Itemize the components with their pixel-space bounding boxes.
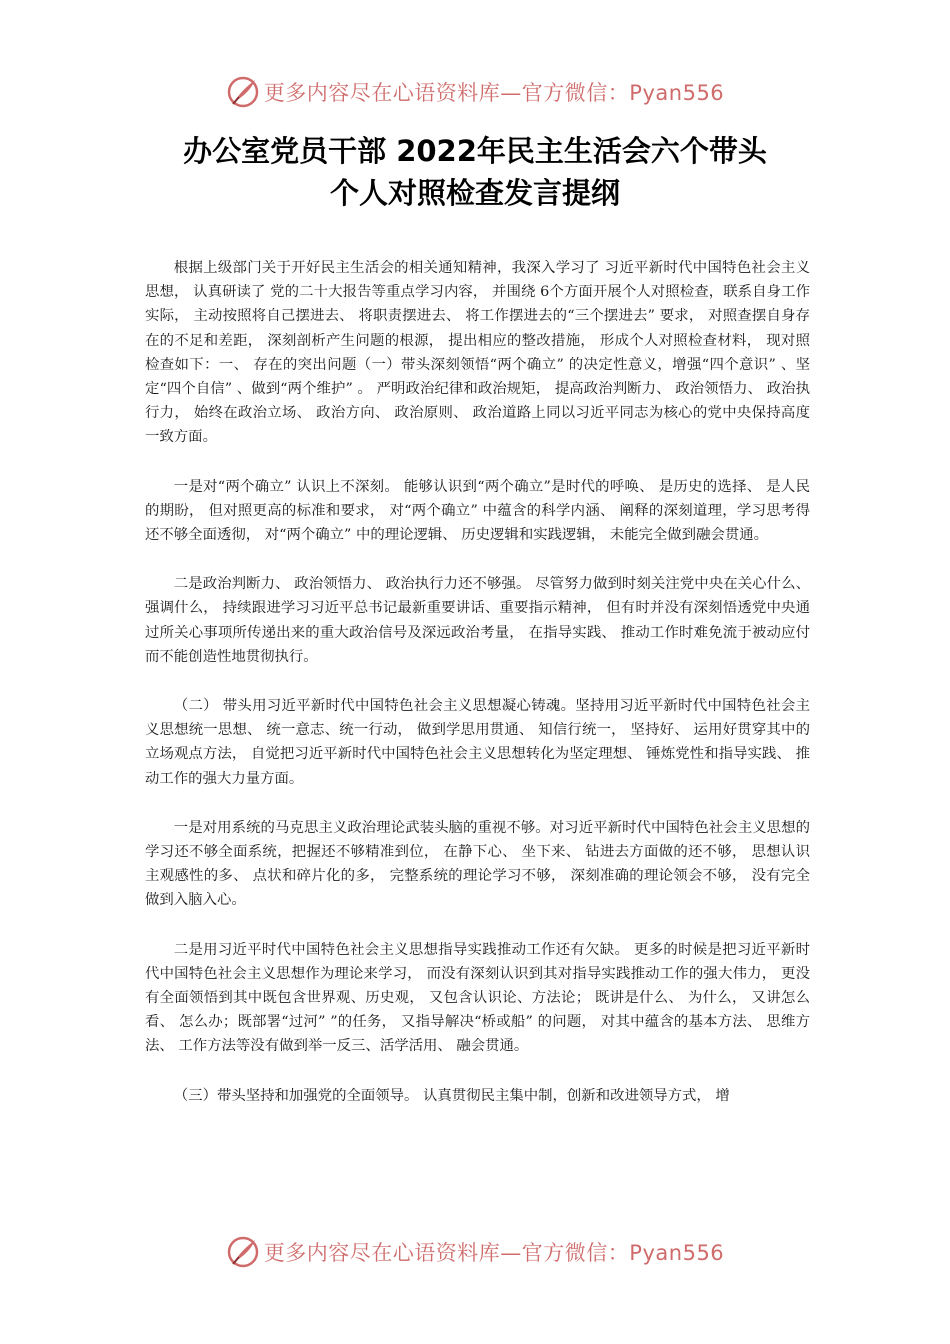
document-title xyxy=(90,130,860,214)
feather-quill-logo-icon xyxy=(226,75,260,109)
watermark-header xyxy=(0,72,950,112)
watermark-text: 更多内容尽在心语资料库—官方微信：Pyan556 xyxy=(263,81,725,105)
paragraph: 二是政治判断力、 政治领悟力、 政治执行力还不够强。 尽管努力做到时刻关注党中央在关心什么、强调什么， 持续跟进学习习近平总书记最新重要讲话、重要指示精神， 但有时并没有深刻悟透党中央通过所关心事项所传递出来的重大政治信号及深远政治考量， 在指导实践、 推动工作时难免流于被动应付而不能创造性地贯彻执行。 xyxy=(145,576,810,665)
watermark-text: 更多内容尽在心语资料库—官方微信：Pyan556 xyxy=(263,1241,725,1265)
paragraph: 一是对用系统的马克思主义政治理论武装头脑的重视不够。对习近平新时代中国特色社会主义思想的学习还不够全面系统，把握还不够精准到位， 在静下心、 坐下来、 钻进去方面做的还不够， 思想认识主观感性的多、 点状和碎片化的多， 完整系统的理论学习不够， 深刻准确的理论领会不够， 没有完全做到入脑入心。 xyxy=(145,819,810,909)
paragraph-section-3: （三）带头坚持和加强党的全面领导。 认真贯彻民主集中制，创新和改进领导方式， 增 xyxy=(173,1087,730,1104)
paragraph-intro: 根据上级部门关于开好民主生活会的相关通知精神，我深入学习了 习近平新时代中国特色社会主义思想， 认真研读了 党的二十大报告等重点学习内容， 并围绕 6个方面开展个人对照检查，联系自身工作实际， 主动按照将自己摆进去、 将职责摆进去、 将工作摆进去的“三个摆进去” 要求， 对照查摆自身存在的不足和差距， 深刻剖析产生问题的根源， 提出相应的整改措施， 形成个人对照检查材料， 现对照检查如下：一、 存在的突出问题（一）带头深刻领悟“两个确立” 的决定性意义，增强“四个意识” 、坚定“四个自信” 、做到“两个维护” 。 严明政治纪律和政治规矩， 提高政治判断力、 政治领悟力、 政治执行力， 始终在政治立场、 政治方向、 政治原则、 政治道路上同以习近平同志为核心的党中央保持高度一致方面。 xyxy=(145,260,810,446)
feather-quill-logo-icon xyxy=(226,1235,260,1269)
title-line-2: 个人对照检查发言提纲 xyxy=(329,176,620,210)
title-line-1: 办公室党员干部 2022年民主生活会六个带头 xyxy=(183,134,767,168)
paragraph: 二是用习近平时代中国特色社会主义思想指导实践推动工作还有欠缺。 更多的时候是把习近平新时代中国特色社会主义思想作为理论来学习， 而没有深刻认识到其对指导实践推动工作的强大伟力， 更没有全面领悟到其中既包含世界观、历史观， 又包含认识论、方法论； 既讲是什么、 为什么， 又讲怎么看、 怎么办；既部署“过河” ”的任务， 又指导解决“桥或船” 的问题， 对其中蕴含的基本方法、 思维方法、 工作方法等没有做到举一反三、活学活用、 融会贯通。 xyxy=(145,941,810,1055)
document-body xyxy=(145,256,810,1133)
watermark-footer xyxy=(0,1232,950,1272)
paragraph-section-2: （二） 带头用习近平新时代中国特色社会主义思想凝心铸魂。坚持用习近平新时代中国特色社会主义思想统一思想、 统一意志、统一行动， 做到学思用贯通、 知信行统一， 坚持好、 运用好贯穿其中的立场观点方法， 自觉把习近平新时代中国特色社会主义思想转化为坚定理想、 锤炼党性和指导实践、 推动工作的强大力量方面。 xyxy=(145,698,810,787)
paragraph: 一是对“两个确立” 认识上不深刻。 能够认识到“两个确立”是时代的呼唤、 是历史的选择、 是人民的期盼， 但对照更高的标准和要求， 对“两个确立” 中蕴含的科学内涵、 阐释的深刻道理，学习思考得还不够全面透彻， 对“两个确立” 中的理论逻辑、 历史逻辑和实践逻辑， 未能完全做到融会贯通。 xyxy=(145,478,810,544)
